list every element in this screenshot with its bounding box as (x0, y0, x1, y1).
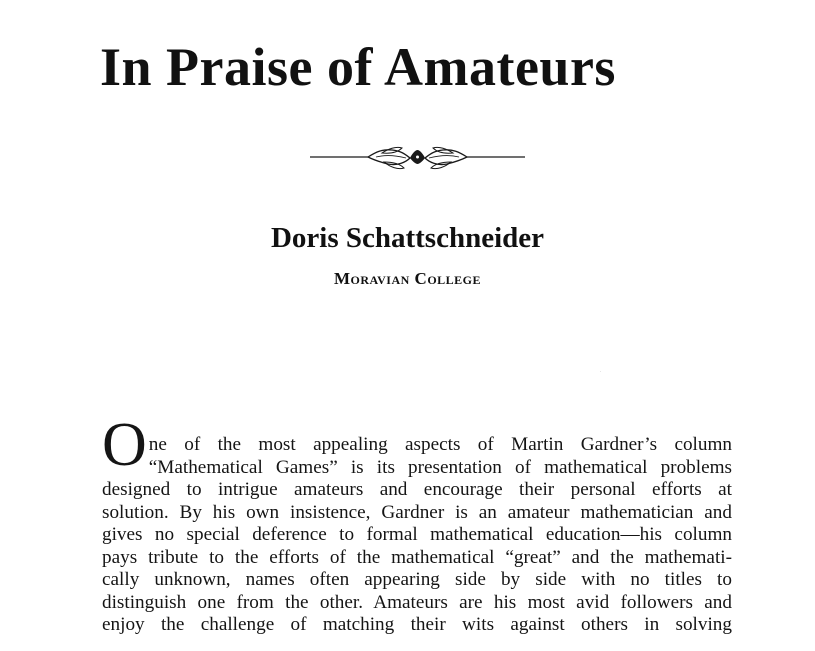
article-body (102, 411, 732, 637)
author-name: Doris Schattschneider (270, 222, 545, 254)
body-line: cally unknown, names often appearing side by side with no titles to (102, 569, 732, 590)
body-line: distinguish one from the other. Amateurs are his most avid followers and (102, 591, 732, 613)
body-line: ne of the most appealing aspects of Martin Gardner’s column (148, 434, 732, 455)
drop-cap: O (102, 411, 147, 479)
body-line: gives no special deference to formal mathematical education—his column (102, 524, 732, 545)
body-line: designed to intrigue amateurs and encourage their personal efforts at (102, 479, 732, 500)
body-line: pays tribute to the efforts of the mathematical “great” and the mathemati- (102, 546, 732, 568)
author-affiliation: Moravian College (333, 269, 482, 288)
article-title: In Praise of Amateurs (100, 37, 616, 97)
body-line: solution. By his own insistence, Gardner is an amateur mathematician and (102, 501, 732, 523)
floral-ornament-icon (310, 140, 525, 176)
body-line: “Mathematical Games” is its presentation of mathematical problems (148, 456, 732, 478)
body-line: enjoy the challenge of matching their wits against others in solving (102, 614, 732, 635)
scan-speck (600, 371, 601, 372)
